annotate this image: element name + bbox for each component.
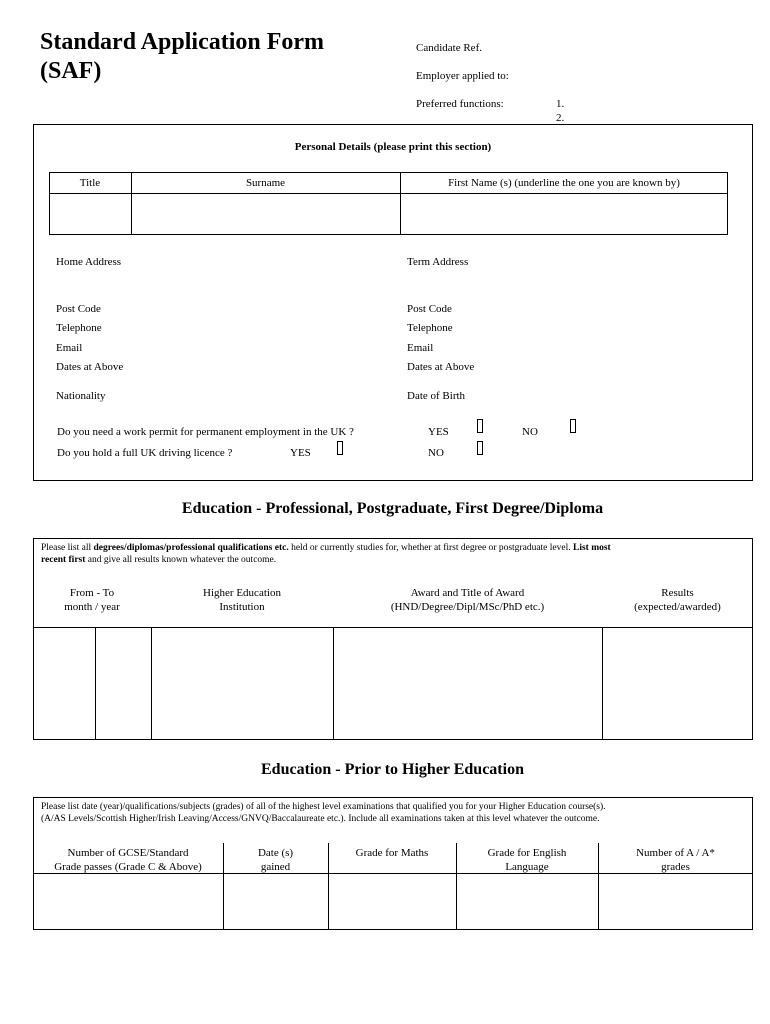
preferred-function-1: 1. [556,98,565,110]
employer-applied-label: Employer applied to: [416,70,509,82]
education-prior-heading: Education - Prior to Higher Education [261,761,524,778]
a-star-input-cell[interactable] [599,874,752,929]
col-a-star-header: Number of A / A* grades [636,847,715,873]
work-permit-no-label: NO [522,426,538,438]
col-gcse-header: Number of GCSE/Standard Grade passes (Grade C & Above) [54,847,202,873]
education-professional-heading: Education - Professional, Postgraduate, First Degree/Diploma [181,500,604,517]
home-telephone-label: Telephone [56,322,102,334]
home-postcode-label: Post Code [56,303,101,315]
institution-input-cell[interactable] [152,628,332,739]
title-line-1: Standard Application Form [40,29,325,55]
driving-no-checkbox[interactable] [477,441,483,455]
preferred-functions-label: Preferred functions: [416,98,504,110]
col-title-header: Title [79,177,101,189]
candidate-ref-label: Candidate Ref. [416,42,482,54]
preferred-function-2: 2. [556,112,565,124]
term-dates-label: Dates at Above [407,361,475,373]
col-surname-header: Surname [245,177,286,189]
driving-yes-checkbox[interactable] [337,441,343,455]
from-input-cell[interactable] [34,628,94,739]
title-input-cell[interactable] [50,194,130,234]
gcse-input-cell[interactable] [34,874,222,929]
title-line-2: (SAF) [40,58,102,84]
home-address-label: Home Address [56,256,122,268]
english-grade-input-cell[interactable] [457,874,597,929]
col-maths-header: Grade for Maths [355,847,429,859]
driving-yes-label: YES [290,447,311,459]
firstname-input-cell[interactable] [401,194,727,234]
surname-input-cell[interactable] [132,194,399,234]
term-telephone-label: Telephone [407,322,453,334]
award-input-cell[interactable] [334,628,601,739]
col-from-to-header: From - To month / year [64,587,120,613]
driving-licence-question: Do you hold a full UK driving licence ? [57,447,233,459]
maths-grade-input-cell[interactable] [329,874,455,929]
col-english-header: Grade for English Language [487,847,567,873]
col-firstname-header: First Name (s) (underline the one you are known by) [448,177,680,189]
education-professional-instructions: Please list all degrees/diplomas/professional qualifications etc. held or currently studies for, whether at first degree or postgraduate level. List most recent first and give all results known whatever the outcome. [41,543,611,565]
term-email-label: Email [407,342,434,354]
personal-details-heading: Personal Details (please print this section) [294,141,492,153]
dob-label: Date of Birth [407,390,466,402]
work-permit-question: Do you need a work permit for permanent employment in the UK ? [57,426,354,438]
date-gained-input-cell[interactable] [224,874,327,929]
nationality-label: Nationality [56,390,106,402]
work-permit-yes-label: YES [428,426,449,438]
home-dates-label: Dates at Above [56,361,124,373]
work-permit-yes-checkbox[interactable] [477,419,483,433]
col-institution-header: Higher Education Institution [203,587,281,613]
results-input-cell[interactable] [603,628,752,739]
col-award-header: Award and Title of Award (HND/Degree/Dipl/MSc/PhD etc.) [390,587,545,613]
home-email-label: Email [56,342,83,354]
page-title [40,28,324,86]
driving-no-label: NO [428,447,444,459]
term-address-label: Term Address [407,256,469,268]
to-input-cell[interactable] [96,628,150,739]
work-permit-no-checkbox[interactable] [570,419,576,433]
col-results-header: Results (expected/awarded) [634,587,721,613]
col-date-gained-header: Date (s) gained [257,847,294,873]
term-postcode-label: Post Code [407,303,452,315]
education-prior-instructions: Please list date (year)/qualifications/subjects (grades) of all of the highest level examinations that qualified you for your Higher Education course(s). (A/AS Levels/Scottish Higher/Irish Leaving/Access/GNVQ/Baccalaureate etc.). Include all examinations taken at this level whatever the outcome. [41,802,606,824]
